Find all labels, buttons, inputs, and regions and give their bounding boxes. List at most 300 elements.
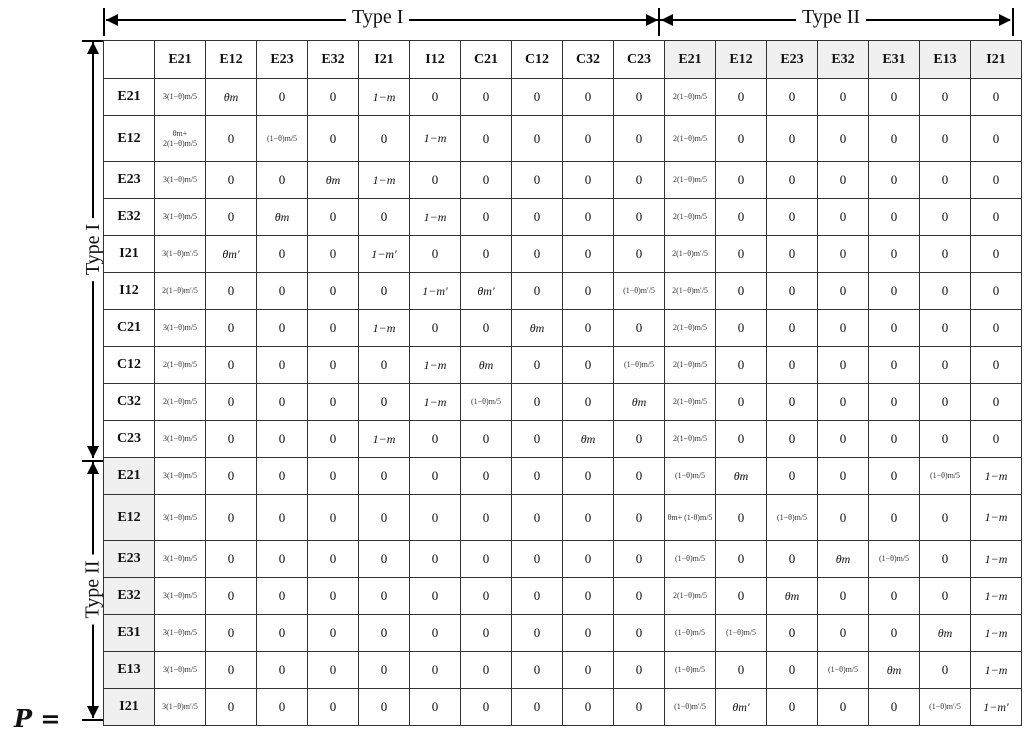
matrix-cell: 0 bbox=[869, 615, 920, 652]
matrix-cell: 0 bbox=[308, 79, 359, 116]
corner-cell bbox=[104, 41, 155, 79]
matrix-cell: 0 bbox=[359, 347, 410, 384]
row-header: E12 bbox=[104, 116, 155, 162]
matrix-cell: 0 bbox=[818, 236, 869, 273]
matrix-cell: 0 bbox=[767, 384, 818, 421]
matrix-cell: 0 bbox=[716, 116, 767, 162]
matrix-cell: 0 bbox=[206, 116, 257, 162]
matrix-cell: 0 bbox=[563, 541, 614, 578]
matrix-cell: 0 bbox=[716, 162, 767, 199]
matrix-cell: 0 bbox=[410, 652, 461, 689]
matrix-cell: 0 bbox=[206, 199, 257, 236]
matrix-cell: 0 bbox=[614, 116, 665, 162]
matrix-cell: 0 bbox=[206, 384, 257, 421]
matrix-cell: 0 bbox=[206, 652, 257, 689]
matrix-cell: 2(1−θ)m/5 bbox=[665, 162, 716, 199]
table-row bbox=[104, 689, 1022, 726]
bracket-tick bbox=[1012, 8, 1014, 36]
matrix-cell: 0 bbox=[869, 162, 920, 199]
arrow-left-icon bbox=[106, 14, 118, 26]
matrix-cell: 0 bbox=[410, 79, 461, 116]
matrix-cell: 0 bbox=[206, 273, 257, 310]
arrow-down-icon bbox=[87, 706, 99, 718]
matrix-cell: 0 bbox=[206, 615, 257, 652]
matrix-cell: 0 bbox=[971, 116, 1022, 162]
row-header: E23 bbox=[104, 541, 155, 578]
matrix-cell: 0 bbox=[461, 421, 512, 458]
arrow-right-icon bbox=[999, 14, 1011, 26]
matrix-cell: 0 bbox=[563, 652, 614, 689]
arrow-left-icon bbox=[661, 14, 673, 26]
matrix-cell: θm+ 2(1−θ)m/5 bbox=[155, 116, 206, 162]
type1-row-label: Type I bbox=[82, 218, 105, 281]
matrix-cell: 0 bbox=[308, 199, 359, 236]
matrix-cell: 0 bbox=[512, 615, 563, 652]
matrix-cell: 0 bbox=[614, 421, 665, 458]
matrix-cell: 0 bbox=[767, 347, 818, 384]
matrix-cell: 0 bbox=[869, 347, 920, 384]
matrix-cell: 0 bbox=[257, 541, 308, 578]
matrix-cell: 0 bbox=[971, 162, 1022, 199]
matrix-cell: 0 bbox=[359, 578, 410, 615]
type2-row-label: Type II bbox=[82, 554, 105, 624]
matrix-cell: 0 bbox=[920, 79, 971, 116]
matrix-cell: 2(1−θ)m/5 bbox=[665, 421, 716, 458]
column-header: C32 bbox=[563, 41, 614, 79]
matrix-cell: 0 bbox=[818, 162, 869, 199]
table-row bbox=[104, 615, 1022, 652]
matrix-cell: 0 bbox=[410, 421, 461, 458]
matrix-cell: 1−m bbox=[410, 116, 461, 162]
matrix-cell: (1−θ)m/5 bbox=[461, 384, 512, 421]
matrix-cell: 0 bbox=[563, 79, 614, 116]
row-header: E32 bbox=[104, 199, 155, 236]
row-header: E21 bbox=[104, 79, 155, 116]
matrix-cell: 2(1−θ)m′/5 bbox=[665, 236, 716, 273]
matrix-cell: 3(1−θ)m/5 bbox=[155, 458, 206, 495]
matrix-cell: 0 bbox=[971, 347, 1022, 384]
matrix-cell: 0 bbox=[512, 236, 563, 273]
matrix-cell: 0 bbox=[410, 689, 461, 726]
matrix-cell: 0 bbox=[920, 652, 971, 689]
matrix-cell: 0 bbox=[461, 199, 512, 236]
table-row bbox=[104, 162, 1022, 199]
matrix-cell: 0 bbox=[614, 689, 665, 726]
column-header: E21 bbox=[155, 41, 206, 79]
row-header: I12 bbox=[104, 273, 155, 310]
table-row bbox=[104, 236, 1022, 273]
matrix-cell: 0 bbox=[563, 162, 614, 199]
matrix-cell: 0 bbox=[308, 615, 359, 652]
matrix-cell: 0 bbox=[308, 310, 359, 347]
matrix-cell: θm bbox=[614, 384, 665, 421]
matrix-cell: 2(1−θ)m′/5 bbox=[155, 273, 206, 310]
table-row bbox=[104, 578, 1022, 615]
matrix-cell: 0 bbox=[257, 615, 308, 652]
matrix-cell: 0 bbox=[767, 615, 818, 652]
matrix-cell: 0 bbox=[257, 236, 308, 273]
matrix-cell: 3(1−θ)m/5 bbox=[155, 421, 206, 458]
matrix-cell: θm′ bbox=[716, 689, 767, 726]
matrix-cell: 0 bbox=[767, 199, 818, 236]
table-row bbox=[104, 116, 1022, 162]
matrix-cell: 0 bbox=[359, 541, 410, 578]
matrix-cell: 0 bbox=[716, 578, 767, 615]
table-row bbox=[104, 652, 1022, 689]
matrix-cell: 0 bbox=[971, 421, 1022, 458]
matrix-cell: 0 bbox=[920, 199, 971, 236]
matrix-cell: 0 bbox=[971, 273, 1022, 310]
matrix-cell: (1−θ)m/5 bbox=[716, 615, 767, 652]
matrix-cell: 0 bbox=[359, 495, 410, 541]
column-header: I12 bbox=[410, 41, 461, 79]
column-header: E12 bbox=[716, 41, 767, 79]
matrix-cell: 3(1−θ)m′/5 bbox=[155, 689, 206, 726]
matrix-cell: 2(1−θ)m/5 bbox=[665, 199, 716, 236]
matrix-cell: 0 bbox=[818, 79, 869, 116]
matrix-cell: (1−θ)m′/5 bbox=[614, 273, 665, 310]
matrix-cell: 2(1−θ)m/5 bbox=[665, 578, 716, 615]
table-row bbox=[104, 384, 1022, 421]
matrix-cell: 0 bbox=[920, 347, 971, 384]
matrix-cell: 0 bbox=[359, 652, 410, 689]
matrix-cell: 0 bbox=[716, 652, 767, 689]
matrix-cell: 0 bbox=[461, 689, 512, 726]
matrix-cell: 1−m bbox=[971, 615, 1022, 652]
column-header: E23 bbox=[767, 41, 818, 79]
matrix-cell: 0 bbox=[206, 162, 257, 199]
matrix-cell: 0 bbox=[920, 310, 971, 347]
arrow-right-icon bbox=[646, 14, 658, 26]
matrix-cell: 0 bbox=[461, 495, 512, 541]
table-row bbox=[104, 495, 1022, 541]
matrix-cell: 1−m bbox=[971, 541, 1022, 578]
matrix-cell: 0 bbox=[920, 384, 971, 421]
matrix-cell: 0 bbox=[563, 199, 614, 236]
row-header: E12 bbox=[104, 495, 155, 541]
matrix-cell: 0 bbox=[818, 421, 869, 458]
matrix-cell: 1−m′ bbox=[971, 689, 1022, 726]
matrix-cell: 0 bbox=[257, 458, 308, 495]
matrix-cell: 0 bbox=[818, 273, 869, 310]
matrix-cell: 1−m bbox=[410, 384, 461, 421]
matrix-cell: 1−m bbox=[410, 347, 461, 384]
matrix-cell: 0 bbox=[716, 273, 767, 310]
matrix-cell: 0 bbox=[614, 199, 665, 236]
matrix-cell: 0 bbox=[767, 116, 818, 162]
matrix-cell: 0 bbox=[308, 458, 359, 495]
table-row bbox=[104, 541, 1022, 578]
matrix-cell: (1−θ)m/5 bbox=[665, 458, 716, 495]
column-header: C23 bbox=[614, 41, 665, 79]
matrix-cell: 0 bbox=[767, 162, 818, 199]
matrix-cell: 0 bbox=[257, 689, 308, 726]
matrix-cell: 0 bbox=[716, 310, 767, 347]
matrix-cell: 0 bbox=[512, 541, 563, 578]
matrix-cell: 1−m bbox=[359, 310, 410, 347]
matrix-cell: 1−m bbox=[971, 652, 1022, 689]
matrix-cell: 0 bbox=[869, 310, 920, 347]
matrix-cell: (1−θ)m/5 bbox=[665, 652, 716, 689]
matrix-cell: 3(1−θ)m/5 bbox=[155, 162, 206, 199]
row-header: C21 bbox=[104, 310, 155, 347]
matrix-cell: 0 bbox=[614, 578, 665, 615]
row-header: C12 bbox=[104, 347, 155, 384]
matrix-cell: 0 bbox=[767, 458, 818, 495]
matrix-cell: 2(1−θ)m/5 bbox=[665, 347, 716, 384]
matrix-cell: 0 bbox=[461, 652, 512, 689]
transition-matrix bbox=[103, 40, 1022, 726]
matrix-cell: 0 bbox=[512, 652, 563, 689]
matrix-cell: θm′ bbox=[206, 236, 257, 273]
matrix-cell: 0 bbox=[563, 689, 614, 726]
matrix-cell: 0 bbox=[206, 347, 257, 384]
matrix-cell: 0 bbox=[512, 495, 563, 541]
matrix-cell: 3(1−θ)m/5 bbox=[155, 652, 206, 689]
matrix-cell: 0 bbox=[206, 310, 257, 347]
matrix-cell: 0 bbox=[614, 310, 665, 347]
matrix-cell: 2(1−θ)m/5 bbox=[665, 384, 716, 421]
matrix-cell: 1−m bbox=[359, 421, 410, 458]
row-header: E23 bbox=[104, 162, 155, 199]
matrix-cell: 3(1−θ)m/5 bbox=[155, 310, 206, 347]
matrix-cell: 0 bbox=[818, 495, 869, 541]
matrix-cell: 0 bbox=[563, 458, 614, 495]
arrow-up-icon bbox=[87, 462, 99, 474]
matrix-cell: 0 bbox=[869, 578, 920, 615]
matrix-cell: 0 bbox=[971, 384, 1022, 421]
matrix-cell: 0 bbox=[767, 421, 818, 458]
matrix-cell: 0 bbox=[869, 458, 920, 495]
matrix-cell: 0 bbox=[308, 689, 359, 726]
matrix-cell: 0 bbox=[920, 116, 971, 162]
row-header: I21 bbox=[104, 689, 155, 726]
row-header: E21 bbox=[104, 458, 155, 495]
arrow-down-icon bbox=[87, 446, 99, 458]
matrix-cell: θm′ bbox=[461, 273, 512, 310]
matrix-cell: (1−θ)m/5 bbox=[869, 541, 920, 578]
matrix-cell: 0 bbox=[461, 310, 512, 347]
matrix-cell: θm bbox=[257, 199, 308, 236]
matrix-cell: 0 bbox=[716, 199, 767, 236]
matrix-cell: 0 bbox=[869, 199, 920, 236]
matrix-cell: 2(1−θ)m/5 bbox=[665, 310, 716, 347]
matrix-cell: 0 bbox=[920, 541, 971, 578]
matrix-cell: 0 bbox=[308, 116, 359, 162]
matrix-cell: 0 bbox=[308, 236, 359, 273]
matrix-cell: 0 bbox=[461, 79, 512, 116]
matrix-cell: 0 bbox=[563, 116, 614, 162]
matrix-cell: 0 bbox=[563, 347, 614, 384]
matrix-cell: 0 bbox=[308, 652, 359, 689]
matrix-cell: 0 bbox=[716, 541, 767, 578]
matrix-cell: 0 bbox=[563, 578, 614, 615]
matrix-cell: 0 bbox=[563, 236, 614, 273]
table-row bbox=[104, 458, 1022, 495]
matrix-cell: 0 bbox=[257, 495, 308, 541]
matrix-cell: (1−θ)m/5 bbox=[614, 347, 665, 384]
matrix-cell: 0 bbox=[563, 495, 614, 541]
column-header: E31 bbox=[869, 41, 920, 79]
matrix-cell: 0 bbox=[359, 199, 410, 236]
matrix-cell: 0 bbox=[716, 236, 767, 273]
matrix-cell: 0 bbox=[410, 162, 461, 199]
matrix-cell: 0 bbox=[359, 458, 410, 495]
row-header: I21 bbox=[104, 236, 155, 273]
matrix-cell: 1−m bbox=[971, 458, 1022, 495]
row-header: E32 bbox=[104, 578, 155, 615]
matrix-cell: 0 bbox=[461, 458, 512, 495]
matrix-cell: 0 bbox=[818, 347, 869, 384]
matrix-cell: 1−m′ bbox=[410, 273, 461, 310]
matrix-cell: (1−θ)m′/5 bbox=[920, 689, 971, 726]
type2-column-label: Type II bbox=[796, 6, 866, 29]
matrix-cell: 3(1−θ)m/5 bbox=[155, 541, 206, 578]
table-row bbox=[104, 199, 1022, 236]
matrix-cell: 0 bbox=[308, 384, 359, 421]
matrix-cell: θm bbox=[308, 162, 359, 199]
matrix-cell: 0 bbox=[308, 495, 359, 541]
matrix-cell: 1−m bbox=[359, 162, 410, 199]
matrix-cell: 3(1−θ)m′/5 bbox=[155, 236, 206, 273]
matrix-cell: 2(1−θ)m/5 bbox=[665, 79, 716, 116]
matrix-cell: 1−m′ bbox=[359, 236, 410, 273]
arrow-up-icon bbox=[87, 42, 99, 54]
matrix-cell: 0 bbox=[716, 495, 767, 541]
matrix-cell: 0 bbox=[614, 162, 665, 199]
header-row bbox=[104, 41, 1022, 79]
matrix-cell: θm bbox=[767, 578, 818, 615]
matrix-cell: 3(1−θ)m/5 bbox=[155, 199, 206, 236]
matrix-cell: 0 bbox=[206, 495, 257, 541]
matrix-cell: θm bbox=[920, 615, 971, 652]
matrix-cell: 0 bbox=[869, 116, 920, 162]
matrix-cell: 0 bbox=[869, 79, 920, 116]
column-header: E32 bbox=[818, 41, 869, 79]
matrix-cell: 0 bbox=[818, 689, 869, 726]
matrix-cell: 2(1−θ)m′/5 bbox=[665, 273, 716, 310]
bracket-tick bbox=[82, 719, 104, 721]
matrix-cell: θm bbox=[818, 541, 869, 578]
matrix-cell: (1−θ)m/5 bbox=[257, 116, 308, 162]
matrix-cell: 0 bbox=[206, 541, 257, 578]
matrix-cell: θm bbox=[716, 458, 767, 495]
matrix-cell: 0 bbox=[512, 273, 563, 310]
bracket-tick bbox=[103, 8, 105, 36]
matrix-cell: 3(1−θ)m/5 bbox=[155, 79, 206, 116]
matrix-cell: 0 bbox=[461, 162, 512, 199]
matrix-cell: 0 bbox=[512, 689, 563, 726]
column-header: I21 bbox=[359, 41, 410, 79]
matrix-cell: 0 bbox=[308, 541, 359, 578]
row-header: E31 bbox=[104, 615, 155, 652]
matrix-cell: (1−θ)m/5 bbox=[818, 652, 869, 689]
matrix-cell: θm bbox=[869, 652, 920, 689]
matrix-cell: 0 bbox=[818, 310, 869, 347]
matrix-cell: 0 bbox=[971, 310, 1022, 347]
matrix-cell: 0 bbox=[206, 689, 257, 726]
matrix-cell: 0 bbox=[767, 689, 818, 726]
matrix-cell: θm+ (1-θ)m/5 bbox=[665, 495, 716, 541]
matrix-cell: 0 bbox=[971, 236, 1022, 273]
matrix-cell: 0 bbox=[359, 689, 410, 726]
matrix-cell: 0 bbox=[512, 384, 563, 421]
matrix-cell: 0 bbox=[767, 273, 818, 310]
matrix-cell: 0 bbox=[869, 236, 920, 273]
column-header: C21 bbox=[461, 41, 512, 79]
column-header: E32 bbox=[308, 41, 359, 79]
matrix-cell: 0 bbox=[767, 652, 818, 689]
matrix-cell: 0 bbox=[971, 79, 1022, 116]
matrix-cell: 0 bbox=[614, 541, 665, 578]
matrix-cell: 0 bbox=[461, 236, 512, 273]
matrix-cell: 0 bbox=[869, 273, 920, 310]
bracket-tick bbox=[658, 8, 660, 36]
matrix-cell: 0 bbox=[257, 347, 308, 384]
matrix-cell: 0 bbox=[512, 458, 563, 495]
matrix-cell: (1−θ)m′/5 bbox=[665, 689, 716, 726]
column-header: C12 bbox=[512, 41, 563, 79]
matrix-cell: 0 bbox=[920, 578, 971, 615]
matrix-cell: 0 bbox=[461, 578, 512, 615]
matrix-cell: 0 bbox=[920, 273, 971, 310]
matrix-cell: 0 bbox=[920, 495, 971, 541]
matrix-cell: 1−m bbox=[971, 495, 1022, 541]
matrix-cell: 0 bbox=[869, 689, 920, 726]
table-row bbox=[104, 310, 1022, 347]
column-header: I21 bbox=[971, 41, 1022, 79]
matrix-symbol: P = bbox=[14, 704, 61, 733]
matrix-cell: θm bbox=[512, 310, 563, 347]
matrix-cell: 0 bbox=[563, 615, 614, 652]
matrix-cell: 0 bbox=[512, 421, 563, 458]
matrix-cell: 0 bbox=[818, 458, 869, 495]
matrix-cell: 1−m bbox=[410, 199, 461, 236]
matrix-cell: (1−θ)m/5 bbox=[665, 541, 716, 578]
matrix-cell: 0 bbox=[308, 273, 359, 310]
matrix-cell: 0 bbox=[512, 199, 563, 236]
matrix-cell: 0 bbox=[512, 79, 563, 116]
table-row bbox=[104, 273, 1022, 310]
matrix-cell: 0 bbox=[206, 578, 257, 615]
matrix-cell: 0 bbox=[614, 652, 665, 689]
matrix-cell: 0 bbox=[308, 347, 359, 384]
matrix-cell: 2(1−θ)m/5 bbox=[665, 116, 716, 162]
matrix-cell: 0 bbox=[257, 273, 308, 310]
matrix-cell: 0 bbox=[563, 310, 614, 347]
matrix-cell: 3(1−θ)m/5 bbox=[155, 615, 206, 652]
matrix-cell: 0 bbox=[410, 541, 461, 578]
matrix-cell: 0 bbox=[512, 578, 563, 615]
matrix-cell: 0 bbox=[818, 384, 869, 421]
matrix-cell: 3(1−θ)m/5 bbox=[155, 578, 206, 615]
matrix-cell: 0 bbox=[512, 162, 563, 199]
matrix-cell: 0 bbox=[869, 421, 920, 458]
matrix-cell: 0 bbox=[869, 384, 920, 421]
matrix-cell: 0 bbox=[410, 578, 461, 615]
row-header: E13 bbox=[104, 652, 155, 689]
matrix-cell: 0 bbox=[257, 652, 308, 689]
matrix-cell: 0 bbox=[971, 199, 1022, 236]
matrix-cell: (1−θ)m/5 bbox=[767, 495, 818, 541]
matrix-cell: 0 bbox=[461, 116, 512, 162]
matrix-cell: 0 bbox=[920, 421, 971, 458]
matrix-cell: 0 bbox=[359, 273, 410, 310]
matrix-cell: 0 bbox=[767, 79, 818, 116]
matrix-cell: (1−θ)m/5 bbox=[920, 458, 971, 495]
column-header: E13 bbox=[920, 41, 971, 79]
matrix-cell: 0 bbox=[257, 310, 308, 347]
